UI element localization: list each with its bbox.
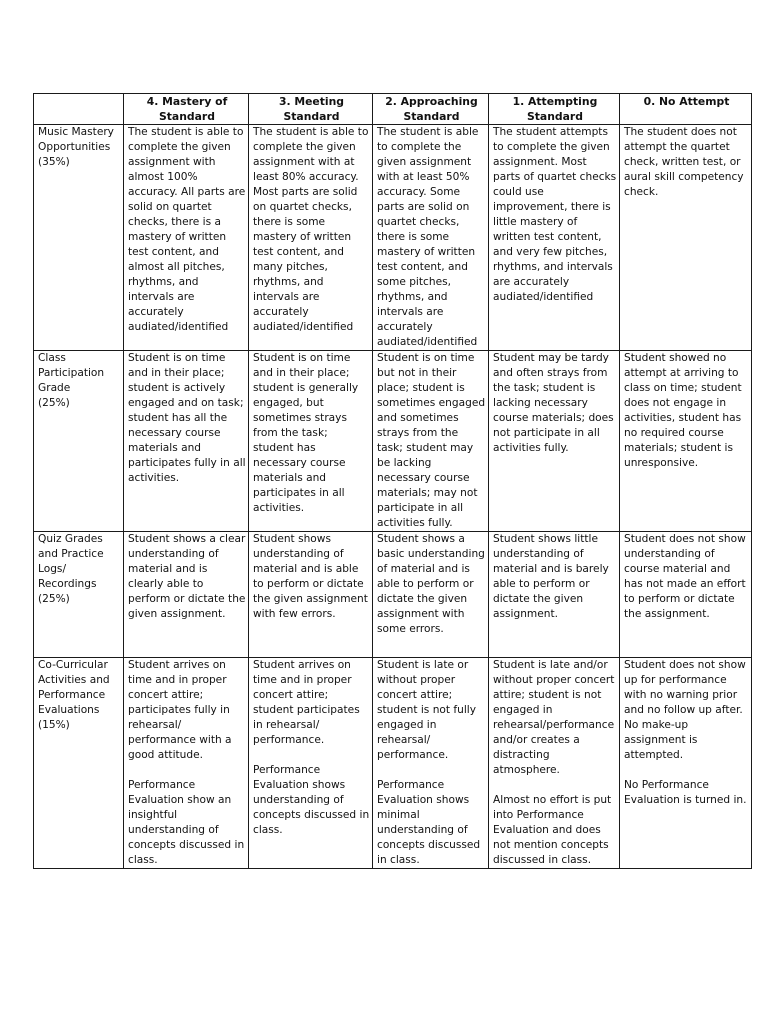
descriptor-text: Student may be tardy and often strays from the task; student is lacking necessary course materials; does not participate in all activities fully. <box>493 352 614 454</box>
descriptor-text: Student is late and/or without proper concert attire; student is not engaged in rehearsal/performance and/or creates a distracting atmosphere. <box>493 659 615 776</box>
criteria-cell <box>34 658 124 869</box>
descriptor-text: Student shows understanding of material and is able to perform or dictate the given assignment with few errors. <box>253 533 368 620</box>
criteria-name: Music Mastery Opportunities <box>38 126 114 153</box>
criteria-cell <box>34 532 124 658</box>
descriptor-text-evaluation: Performance Evaluation shows minimal understanding of concepts discussed in class. <box>377 779 481 866</box>
paragraph-spacer <box>493 778 617 793</box>
descriptor-text: Student showed no attempt at arriving to class on time; student does not engage in activities, student has no required course materials; student is unresponsive. <box>624 352 742 469</box>
criteria-cell <box>34 125 124 351</box>
criteria-name: Co-Curricular Activities and Performance Evaluations <box>38 659 110 716</box>
descriptor-text: Student arrives on time and in proper concert attire; student participates in rehearsal/ performance. <box>253 659 360 746</box>
header-approaching: 2. Approaching Standard <box>373 94 489 125</box>
descriptor-cell <box>249 658 373 869</box>
rubric-table <box>33 93 752 869</box>
descriptor-text-evaluation: Performance Evaluation show an insightful understanding of concepts discussed in class. <box>128 779 245 866</box>
descriptor-cell <box>620 351 752 532</box>
descriptor-cell <box>489 125 620 351</box>
descriptor-text: The student attempts to complete the given assignment. Most parts of quartet checks could use improvement, there is little mastery of written test content, and very few pitches, rhythms, and intervals are accurately audiated/identified <box>493 126 617 303</box>
criteria-weight: (25%) <box>38 593 70 605</box>
descriptor-cell <box>620 658 752 869</box>
descriptor-cell <box>373 351 489 532</box>
header-criteria-cell <box>34 94 124 125</box>
descriptor-cell <box>373 125 489 351</box>
descriptor-cell <box>373 532 489 658</box>
descriptor-text: Student shows a clear understanding of material and is clearly able to perform or dictate the given assignment. <box>128 533 246 620</box>
descriptor-text: Student is late or without proper concert attire; student is not fully engaged in rehearsal/ performance. <box>377 659 477 761</box>
descriptor-cell <box>489 658 620 869</box>
descriptor-text: The student does not attempt the quartet check, written test, or aural skill competency check. <box>624 126 744 198</box>
descriptor-cell <box>249 532 373 658</box>
criteria-weight: (35%) <box>38 156 70 168</box>
descriptor-text: Student does not show understanding of course material and has not made an effort to perform or dictate the assignment. <box>624 533 746 620</box>
descriptor-text-evaluation: No Performance Evaluation is turned in. <box>624 779 747 806</box>
paragraph-spacer <box>624 763 749 778</box>
table-row <box>34 125 752 351</box>
descriptor-cell <box>124 351 249 532</box>
header-no-attempt: 0. No Attempt <box>620 94 752 125</box>
descriptor-cell <box>620 125 752 351</box>
descriptor-cell <box>620 532 752 658</box>
header-mastery: 4. Mastery of Standard <box>124 94 249 125</box>
paragraph-spacer <box>128 763 246 778</box>
criteria-name: Quiz Grades and Practice Logs/ Recordings <box>38 533 104 590</box>
descriptor-text: Student is on time but not in their place; student is sometimes engaged and sometimes strays from the task; student may be lacking necessary course materials; may not participate in all activities fully. <box>377 352 486 529</box>
descriptor-text-evaluation: Almost no effort is put into Performance Evaluation and does not mention concepts discussed in class. <box>493 794 612 866</box>
descriptor-cell <box>249 125 373 351</box>
descriptor-cell <box>124 532 249 658</box>
descriptor-cell <box>124 658 249 869</box>
criteria-weight: (25%) <box>38 397 70 409</box>
descriptor-text: The student is able to complete the given assignment with at least 80% accuracy. Most parts are solid on quartet checks, there is some mastery of written test content, and many pitches, rhythms, and intervals are accurately audiated/identified <box>253 126 369 333</box>
descriptor-text-evaluation: Performance Evaluation shows understanding of concepts discussed in class. <box>253 764 370 836</box>
table-row <box>34 351 752 532</box>
descriptor-text: Student arrives on time and in proper concert attire; participates fully in rehearsal/ performance with a good attitude. <box>128 659 232 761</box>
descriptor-text: Student is on time and in their place; student is generally engaged, but sometimes strays from the task; student has necessary course materials and participates in all activities. <box>253 352 359 514</box>
paragraph-spacer <box>253 748 370 763</box>
descriptor-text: Student shows little understanding of material and is barely able to perform or dictate the given assignment. <box>493 533 609 620</box>
criteria-name: Class Participation Grade <box>38 352 105 394</box>
table-row <box>34 658 752 869</box>
descriptor-cell <box>124 125 249 351</box>
criteria-weight: (15%) <box>38 719 70 731</box>
header-attempting: 1. Attempting Standard <box>489 94 620 125</box>
descriptor-text: Student does not show up for performance with no warning prior and no follow up after. No make-up assignment is attempted. <box>624 659 746 761</box>
paragraph-spacer <box>377 763 486 778</box>
descriptor-text: The student is able to complete the given assignment with at least 50% accuracy. Some parts are solid on quartet checks, there is some mastery of written test content, and some pitches, rhythms, and intervals are accurately audiated/identified <box>377 126 479 348</box>
descriptor-cell <box>489 532 620 658</box>
table-row <box>34 532 752 658</box>
descriptor-text: Student is on time and in their place; student is actively engaged and on task; student has all the necessary course materials and participates fully in all activities. <box>128 352 246 484</box>
descriptor-text: Student shows a basic understanding of material and is able to perform or dictate the given assignment with some errors. <box>377 533 485 635</box>
descriptor-cell <box>373 658 489 869</box>
descriptor-cell <box>249 351 373 532</box>
criteria-cell <box>34 351 124 532</box>
header-row <box>34 94 752 125</box>
descriptor-cell <box>489 351 620 532</box>
descriptor-text: The student is able to complete the given assignment with almost 100% accuracy. All parts are solid on quartet checks, there is a mastery of written test content, and almost all pitches, rhythms, and intervals are accurately audiated/identified <box>128 126 246 333</box>
header-meeting: 3. Meeting Standard <box>249 94 373 125</box>
